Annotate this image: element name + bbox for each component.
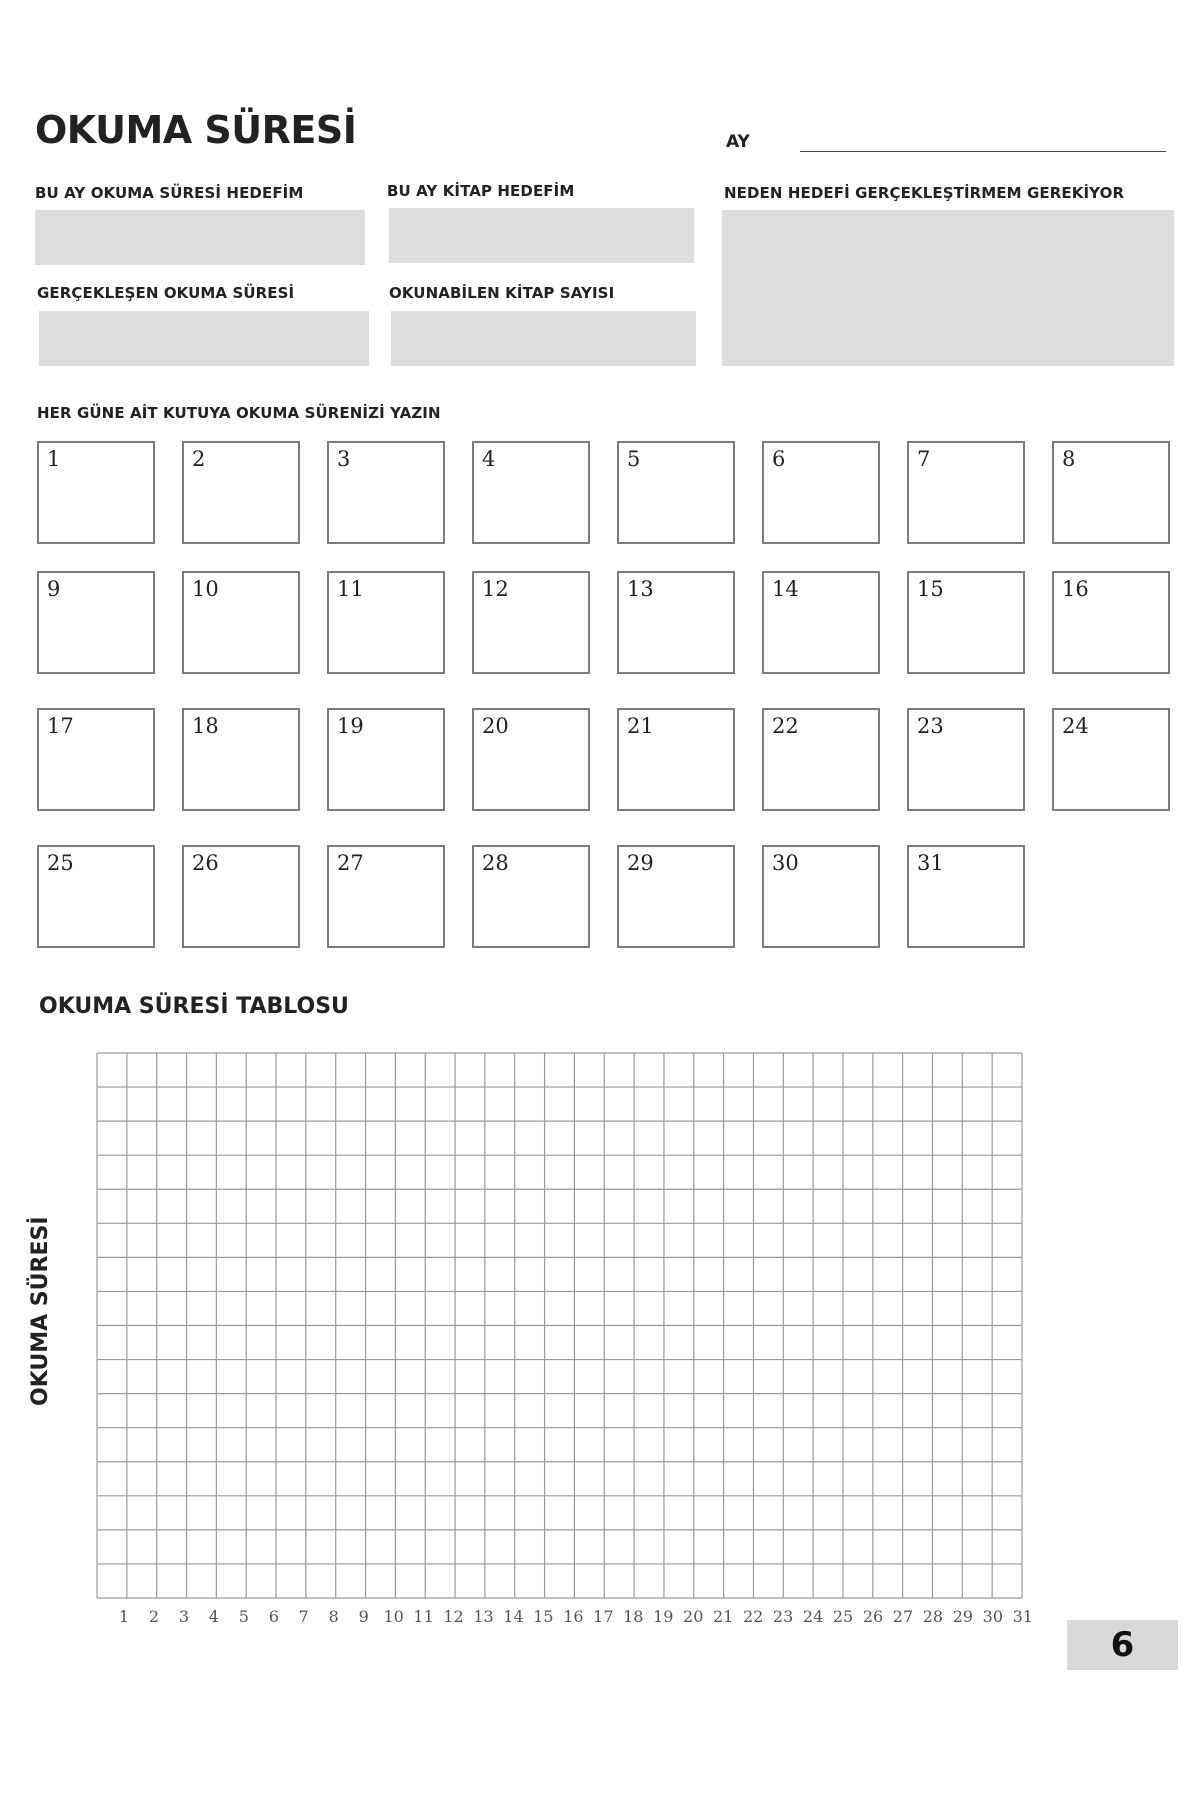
day-number: 27 [337, 851, 364, 875]
day-number: 14 [772, 577, 799, 601]
x-tick-label: 21 [713, 1607, 734, 1626]
x-tick-label: 11 [413, 1607, 434, 1626]
daily-instruction: HER GÜNE AİT KUTUYA OKUMA SÜRENİZİ YAZIN [37, 404, 441, 422]
chart-title: OKUMA SÜRESİ TABLOSU [39, 994, 349, 1019]
x-tick-label: 13 [473, 1607, 494, 1626]
page-title-part2: SÜRESİ [204, 108, 357, 152]
actual-time-label: GERÇEKLEŞEN OKUMA SÜRESİ [37, 284, 295, 302]
chart-grid [97, 1053, 1022, 1598]
monthly-time-goal-label: BU AY OKUMA SÜRESİ HEDEFİM [35, 184, 304, 202]
day-number: 18 [192, 714, 219, 738]
page-number: 6 [1110, 1625, 1135, 1665]
x-tick-label: 17 [593, 1607, 614, 1626]
books-read-label: OKUNABİLEN KİTAP SAYISI [389, 284, 615, 302]
day-number: 2 [192, 447, 206, 471]
x-tick-label: 29 [952, 1607, 974, 1626]
x-tick-label: 25 [832, 1607, 854, 1626]
day-number: 10 [192, 577, 219, 601]
day-number: 6 [772, 447, 786, 471]
chart-y-axis-label: OKUMA SÜRESİ [28, 1216, 53, 1406]
day-number: 11 [337, 577, 364, 601]
day-number: 17 [47, 714, 74, 738]
x-tick-label: 26 [862, 1607, 884, 1626]
monthly-book-goal-label: BU AY KİTAP HEDEFİM [387, 182, 575, 200]
x-tick-label: 22 [742, 1607, 764, 1626]
x-tick-label: 23 [772, 1607, 794, 1626]
day-number: 29 [627, 851, 654, 875]
day-number: 28 [482, 851, 509, 875]
month-label: AY [726, 132, 750, 152]
day-number: 26 [192, 851, 219, 875]
day-number: 20 [482, 714, 509, 738]
day-number: 8 [1062, 447, 1076, 471]
x-tick-label: 28 [922, 1607, 944, 1626]
x-tick-label: 12 [443, 1607, 464, 1626]
x-tick-label: 14 [503, 1607, 524, 1626]
day-number: 13 [627, 577, 654, 601]
x-tick-label: 18 [623, 1607, 644, 1626]
page-number-box [1067, 1620, 1178, 1670]
x-tick-label: 4 [208, 1607, 219, 1626]
x-tick-label: 8 [328, 1607, 339, 1626]
x-tick-label: 10 [383, 1607, 404, 1626]
day-number: 4 [482, 447, 496, 471]
x-tick-label: 6 [268, 1607, 279, 1626]
x-tick-label: 5 [238, 1607, 249, 1626]
x-tick-label: 24 [802, 1607, 824, 1626]
day-number: 31 [917, 851, 944, 875]
day-number: 1 [47, 447, 61, 471]
x-tick-label: 16 [563, 1607, 584, 1626]
day-number: 25 [47, 851, 74, 875]
x-tick-label: 9 [358, 1607, 369, 1626]
day-number: 16 [1062, 577, 1089, 601]
x-tick-label: 7 [298, 1607, 309, 1626]
day-number: 9 [47, 577, 61, 601]
day-number: 30 [772, 851, 799, 875]
x-tick-label: 15 [533, 1607, 554, 1626]
day-number: 19 [337, 714, 364, 738]
x-tick-label: 1 [118, 1607, 130, 1626]
day-number: 22 [772, 714, 799, 738]
day-number: 3 [337, 447, 351, 471]
day-number: 23 [917, 714, 944, 738]
x-tick-label: 3 [178, 1607, 189, 1626]
x-tick-label: 30 [982, 1607, 1003, 1626]
x-tick-label: 20 [683, 1607, 704, 1626]
why-goal-label: NEDEN HEDEFİ GERÇEKLEŞTİRMEM GEREKİYOR [724, 184, 1125, 202]
day-number: 21 [627, 714, 654, 738]
page-title-part1: OKUMA [35, 108, 192, 152]
day-number: 7 [917, 447, 931, 471]
x-tick-label: 19 [653, 1607, 674, 1626]
x-tick-label: 31 [1012, 1607, 1033, 1626]
day-number: 12 [482, 577, 509, 601]
day-number: 5 [627, 447, 641, 471]
x-tick-label: 2 [148, 1607, 160, 1626]
day-number: 24 [1062, 714, 1089, 738]
day-number: 15 [917, 577, 944, 601]
x-tick-label: 27 [892, 1607, 914, 1626]
